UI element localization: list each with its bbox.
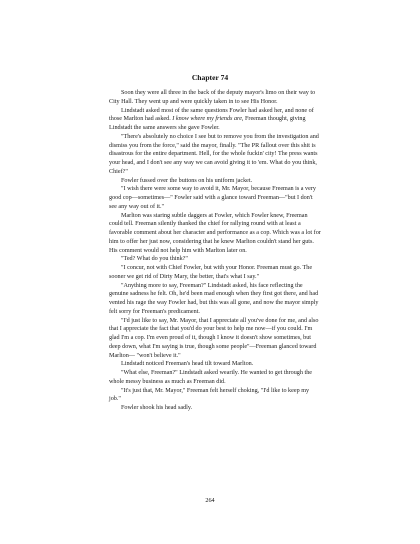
paragraph: Soon they were all three in the back of the deputy mayor's limo on their way to City Hall. They went up and were quickly taken in to see His Honor. xyxy=(109,90,316,105)
paragraph: "I wish there were some way to avoid it, Mr. Mayor, because Freeman is a very good cop—sometimes—" Fowler said with a glance toward Freeman—"but I don't see any way out of it." xyxy=(109,186,316,210)
paragraph: "What else, Freeman?" Lindstadt asked wearily. He wanted to get through the whole messy business as much as Freeman did. xyxy=(109,370,312,385)
paragraph: Marlton was staring subtle daggers at Fowler, which Fowler knew, Freeman could tell. Freeman silently thanked the chief for rallying round with at least a favorable comment about her character and performance as a cop. Which was a lot for him to offer her just now, considering that he knew Marlton couldn't stand her guts. His comment would not help him with Marlton later on. xyxy=(109,212,321,254)
paragraph: "I concur, not with Chief Fowler, but with your Honor. Freeman must go. The sooner we get rid of Dirty Mary, the better, that's what I say." xyxy=(109,265,313,280)
paragraph: "I'd just like to say, Mr. Mayor, that I appreciate all you've done for me, and also that I appreciate the fact that you'd do your best to help me now—if you could. I'm glad I'm a cop. I'm even proud of it, though I know it doesn't show sometimes, but deep down, what I'm saying is true, though some people"—Freeman glanced toward Marlton— "won't believe it." xyxy=(109,317,319,359)
page-number: 264 xyxy=(205,497,215,504)
paragraph-text: Lindstadt asked most of the same questions Fowler had asked her, and none of those Marlton had asked. xyxy=(109,107,314,123)
paragraph: "There's absolutely no choice I see but to remove you from the investigation and dismiss you from the force," said the mayor, finally. "The PR fallout over this shit is disastrous for the entire department. Hell, for the whole fuckin' city! The press wants your head, and I don't see any way we can avoid giving it to 'em. What do you think, Chief?" xyxy=(109,133,319,175)
paragraph: "Anything more to say, Freeman?" Lindstadt asked, his face reflecting the genuine sadness he felt. Oh, he'd been mad enough when they first got there, and had vented his rage the way Fowler had, but this was all gone, and now the mayor simply felt sorry for Freeman's predicament. xyxy=(109,282,319,315)
chapter-body xyxy=(109,89,321,413)
chapter-title: Chapter 74 xyxy=(191,73,229,82)
paragraph xyxy=(109,107,321,133)
paragraph: "It's just that, Mr. Mayor," Freeman felt herself choking, "I'd like to keep my job." xyxy=(109,387,310,403)
paragraph: Fowler shook his head sadly. xyxy=(121,405,193,411)
paragraph-text: , Freeman thought, giving Lindstadt the same answers she gave Fowler. xyxy=(109,116,306,131)
paragraph: Lindstadt noticed Freeman's head tilt toward Marlton. xyxy=(121,361,254,368)
italic-thought: I know where my friends are xyxy=(172,116,242,123)
paragraph: "Ted? What do you think?" xyxy=(121,256,188,263)
paragraph: Fowler fussed over the buttons on his uniform jacket. xyxy=(121,177,253,184)
